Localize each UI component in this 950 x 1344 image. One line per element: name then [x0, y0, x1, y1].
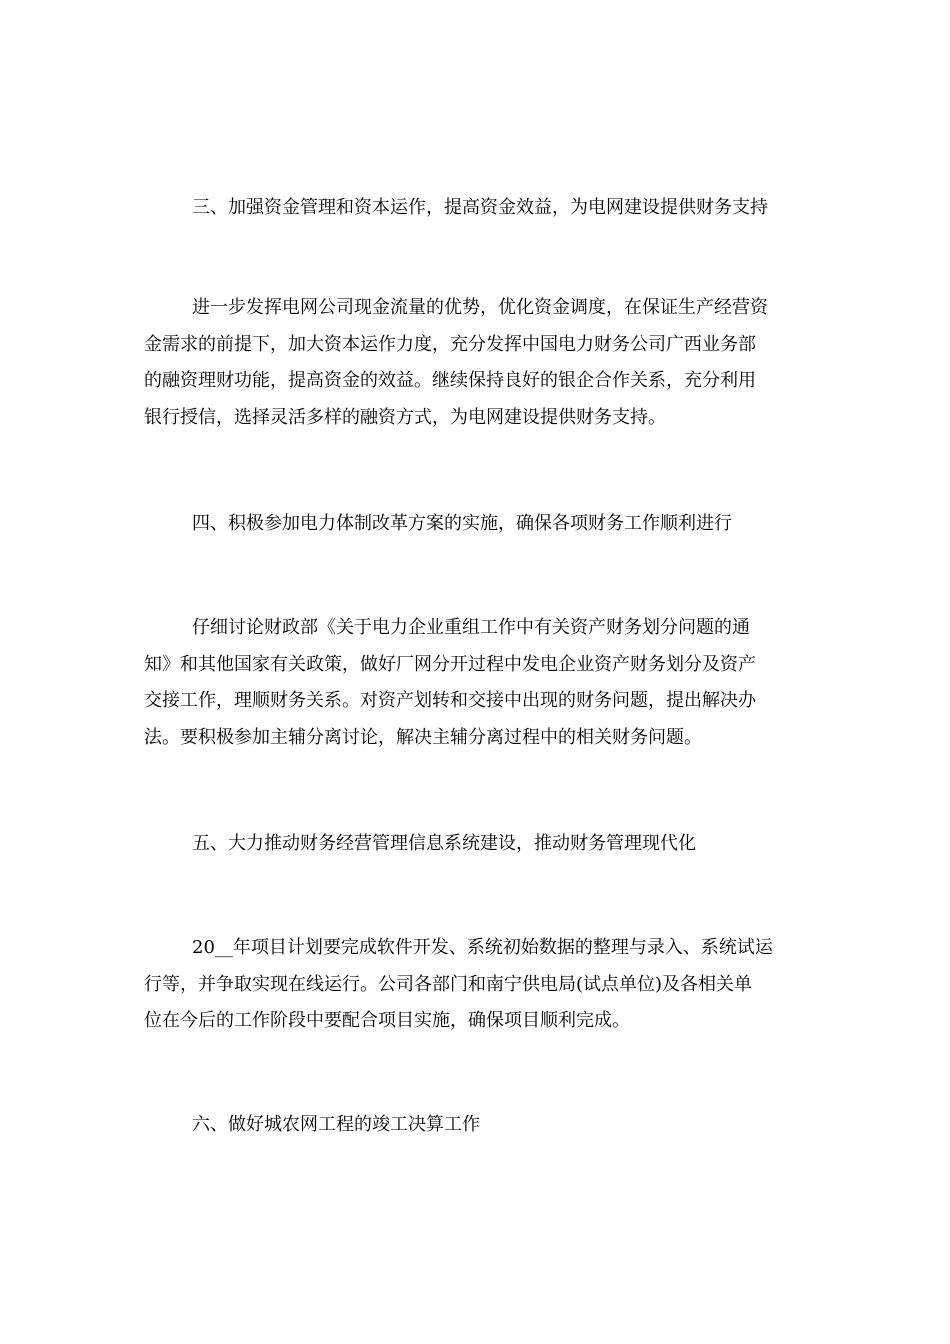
- paragraph-line: 银行授信，选择灵活多样的融资方式，为电网建设提供财务支持。: [144, 406, 666, 428]
- paragraph-line: 法。要积极参加主辅分离讨论，解决主辅分离过程中的相关财务问题。: [144, 726, 702, 748]
- paragraph-line: 交接工作，理顺财务关系。对资产划转和交接中出现的财务问题，提出解决办: [144, 690, 756, 711]
- section-paragraph-3: [144, 290, 806, 436]
- paragraph-line: 仔细讨论财政部《关于电力企业重组工作中有关资产财务划分问题的通: [192, 617, 750, 638]
- paragraph-line: 20__年项目计划要完成软件开发、系统初始数据的整理与录入、系统试运: [192, 937, 773, 958]
- section-heading-3: 三、加强资金管理和资本运作，提高资金效益，为电网建设提供财务支持: [192, 197, 768, 218]
- paragraph-line: 位在今后的工作阶段中要配合项目实施，确保项目顺利完成。: [144, 1010, 630, 1031]
- section-heading-5: 五、大力推动财务经营管理信息系统建设，推动财务管理现代化: [192, 833, 696, 854]
- paragraph-line: 进一步发挥电网公司现金流量的优势，优化资金调度，在保证生产经营资: [192, 297, 768, 318]
- paragraph-line: 知》和其他国家有关政策，做好厂网分开过程中发电企业资产财务划分及资产: [144, 653, 756, 675]
- section-heading-4: 四、积极参加电力体制改革方案的实施，确保各项财务工作顺利进行: [192, 513, 732, 534]
- paragraph-line: 的融资理财功能，提高资金的效益。继续保持良好的银企合作关系，充分利用: [144, 370, 756, 391]
- section-heading-6: 六、做好城农网工程的竣工决算工作: [192, 1114, 480, 1135]
- paragraph-line: 行等，并争取实现在线运行。公司各部门和南宁供电局(试点单位)及各相关单: [144, 973, 753, 995]
- paragraph-line: 金需求的前提下，加大资本运作力度，充分发挥中国电力财务公司广西业务部: [144, 333, 756, 355]
- section-paragraph-4: [144, 610, 806, 756]
- section-paragraph-5: [144, 930, 806, 1040]
